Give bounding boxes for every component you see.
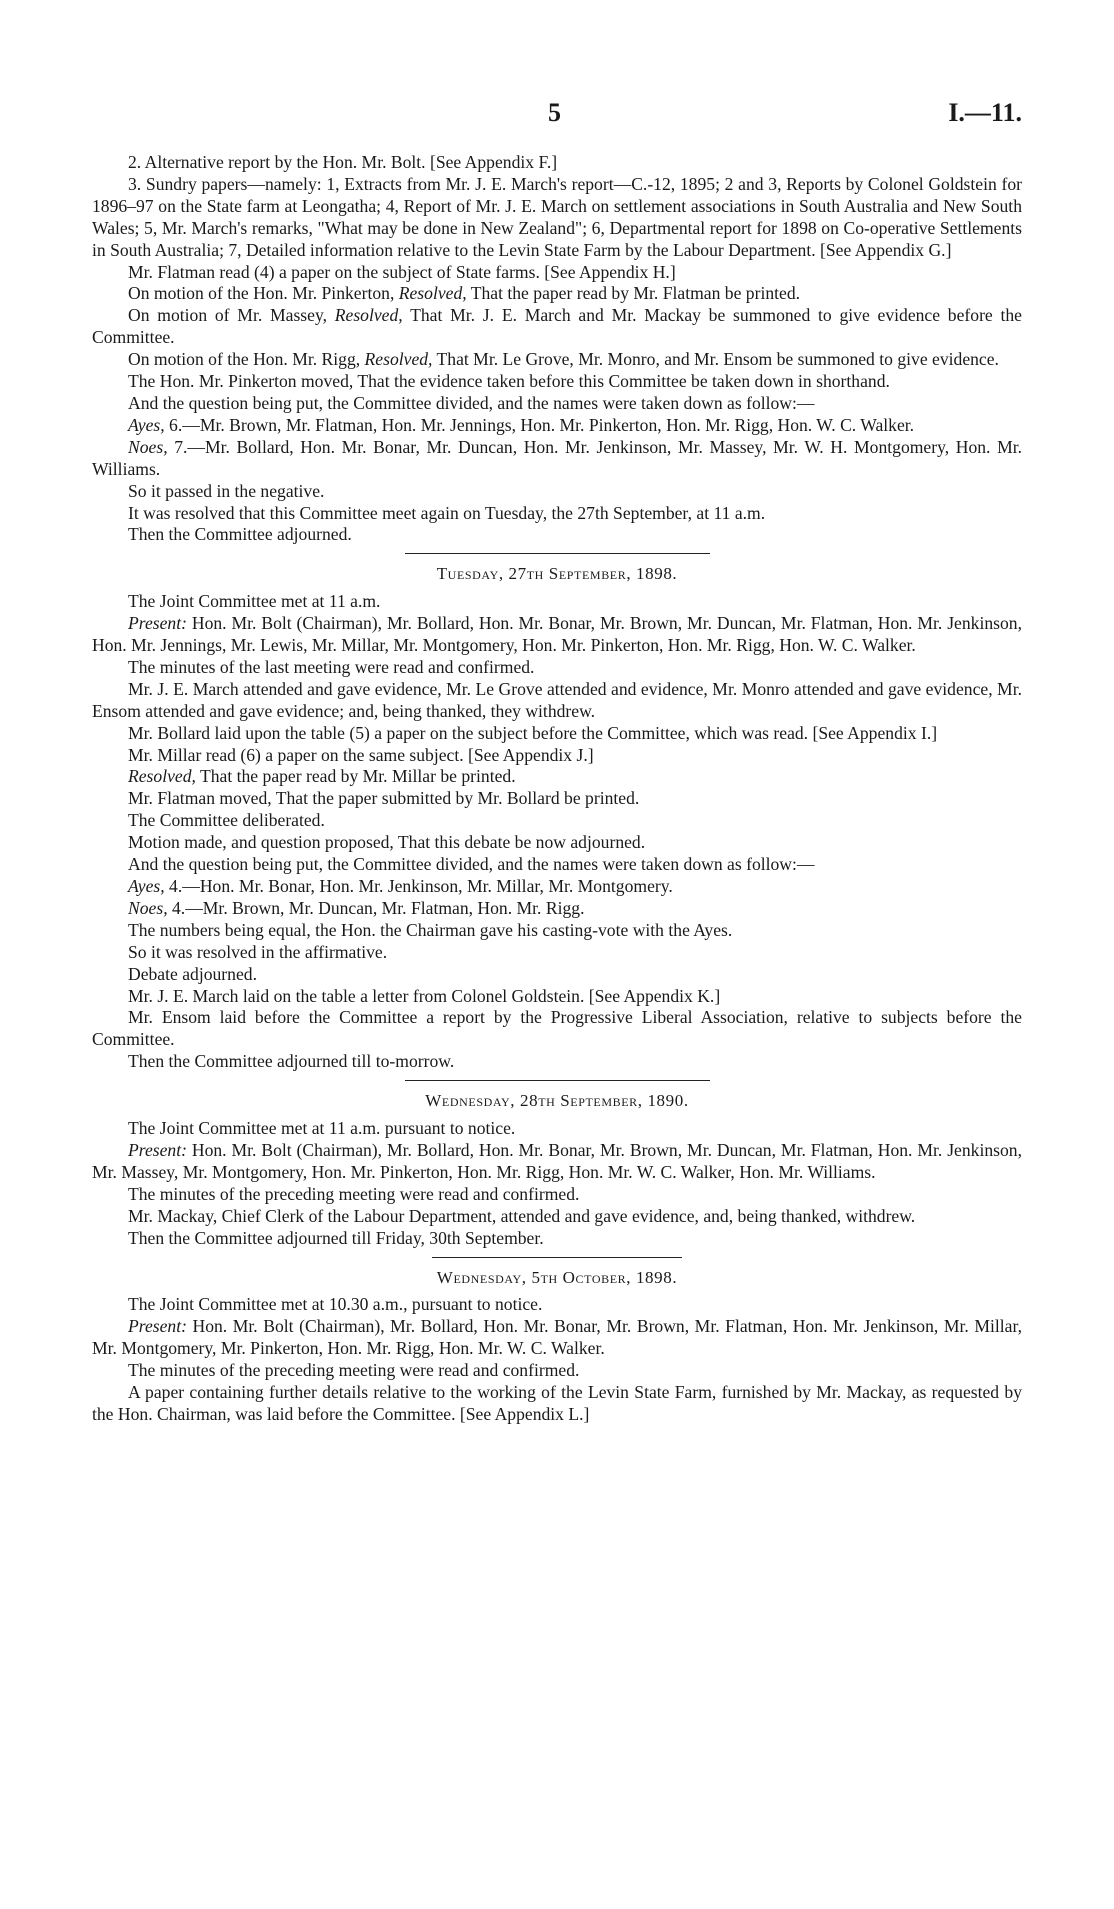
paragraph-text: 6.—Mr. Brown, Mr. Flatman, Hon. Mr. Jennings, Hon. Mr. Pinkerton, Hon. Mr. Rigg, Hon. W. C. Walker. <box>164 414 915 435</box>
italic-term: Ayes, <box>128 876 165 896</box>
minutes-body <box>92 152 1022 1426</box>
page-header <box>0 98 1114 128</box>
minutes-paragraph: Debate adjourned. <box>128 963 257 984</box>
italic-term: Present: <box>128 613 187 634</box>
minutes-paragraph: Mr. J. E. March laid on the table a letter from Colonel Goldstein. [See Appendix K.] <box>128 985 721 1006</box>
minutes-paragraph <box>92 415 1022 437</box>
paragraph-text: Hon. Mr. Bolt (Chairman), Mr. Bollard, Hon. Mr. Bonar, Mr. Brown, Mr. Flatman, Hon. Mr. Jenkinson, Mr. Millar, Mr. Montgomery, Mr. Pinkerton, Hon. Mr. Rigg, Hon. Mr. W. C. Walker. <box>92 1316 1022 1359</box>
section-divider <box>405 553 710 554</box>
minutes-paragraph <box>92 613 1022 657</box>
minutes-paragraph: It was resolved that this Committee meet again on Tuesday, the 27th September, at 11 a.m. <box>128 502 766 523</box>
paragraph-text: That the paper read by Mr. Flatman be printed. <box>466 283 801 304</box>
paragraph-text: 7.—Mr. Bollard, Hon. Mr. Bonar, Mr. Duncan, Hon. Mr. Jenkinson, Mr. Massey, Mr. W. H. Montgomery, Hon. Mr. Williams. <box>92 436 1022 479</box>
minutes-paragraph: The Committee deliberated. <box>128 810 325 831</box>
paragraph-lead-text: On motion of the Hon. Mr. Rigg, <box>128 349 365 370</box>
paragraph-lead-text: On motion of Mr. Massey, <box>128 305 335 326</box>
italic-term: Resolved, <box>128 766 196 787</box>
minutes-paragraph: The minutes of the last meeting were read and confirmed. <box>128 656 535 677</box>
paragraph-text: 4.—Mr. Brown, Mr. Duncan, Mr. Flatman, Hon. Mr. Rigg. <box>167 897 585 918</box>
minutes-paragraph: A paper containing further details relative to the working of the Levin State Farm, furnished by Mr. Mackay, as requested by the Hon. Chairman, was laid before the Committee. [See Appendix L.] <box>92 1382 1022 1424</box>
italic-term: Present: <box>128 1139 187 1160</box>
minutes-paragraph: The numbers being equal, the Hon. the Chairman gave his casting-vote with the Ayes. <box>128 919 733 940</box>
italic-term: Ayes, <box>128 414 165 435</box>
paragraph-text: That Mr. J. E. March and Mr. Mackay be summoned to give evidence before the Committee. <box>92 305 1022 348</box>
minutes-paragraph <box>92 1140 1022 1184</box>
italic-term: Noes, <box>128 436 168 457</box>
meeting-date-heading: Tuesday, 27th September, 1898. <box>436 564 678 584</box>
minutes-paragraph <box>92 1316 1022 1360</box>
meeting-date-heading: Wednesday, 5th October, 1898. <box>436 1267 678 1287</box>
italic-term: Present: <box>128 1316 187 1337</box>
minutes-paragraph: The minutes of the preceding meeting were read and confirmed. <box>128 1183 580 1204</box>
page-number: 5 <box>548 98 561 127</box>
document-reference: I.—11. <box>948 98 1022 127</box>
minutes-paragraph: The minutes of the preceding meeting were read and confirmed. <box>128 1360 580 1381</box>
italic-term: Resolved, <box>334 305 403 326</box>
section-divider <box>432 1257 682 1258</box>
meeting-date-heading: Wednesday, 28th September, 1890. <box>425 1091 689 1111</box>
italic-term: Noes, <box>128 897 168 918</box>
minutes-paragraph: Then the Committee adjourned till to-morrow. <box>128 1051 455 1072</box>
minutes-paragraph: Then the Committee adjourned till Friday, 30th September. <box>128 1227 544 1248</box>
minutes-paragraph <box>92 305 1022 349</box>
paragraph-text: 4.—Hon. Mr. Bonar, Hon. Mr. Jenkinson, Mr. Millar, Mr. Montgomery. <box>164 876 673 896</box>
minutes-paragraph: Mr. Mackay, Chief Clerk of the Labour Department, attended and gave evidence, and, being thanked, withdrew. <box>128 1205 916 1226</box>
minutes-paragraph: 2. Alternative report by the Hon. Mr. Bolt. [See Appendix F.] <box>128 152 558 172</box>
paragraph-text: Hon. Mr. Bolt (Chairman), Mr. Bollard, Hon. Mr. Bonar, Mr. Brown, Mr. Duncan, Mr. Flatman, Hon. Mr. Jenkinson, Hon. Mr. Jennings, Mr. Lewis, Mr. Millar, Mr. Montgomery, Hon. Mr. Pinkerton, Hon. Mr. Rigg, Hon. W. C. Walker. <box>92 613 1022 656</box>
minutes-paragraph: Mr. Bollard laid upon the table (5) a paper on the subject before the Committee, which was read. [See Appendix I.] <box>128 722 938 743</box>
paragraph-text: That Mr. Le Grove, Mr. Monro, and Mr. Ensom be summoned to give evidence. <box>432 349 999 370</box>
minutes-paragraph: And the question being put, the Committee divided, and the names were taken down as follow:— <box>128 392 815 413</box>
minutes-paragraph <box>92 898 1022 920</box>
minutes-paragraph: The Hon. Mr. Pinkerton moved, That the evidence taken before this Committee be taken down in shorthand. <box>128 371 890 392</box>
minutes-paragraph: Mr. Ensom laid before the Committee a report by the Progressive Liberal Association, relative to subjects before the Committee. <box>92 1007 1022 1050</box>
paragraph-lead-text: On motion of the Hon. Mr. Pinkerton, <box>128 283 399 304</box>
minutes-paragraph <box>92 766 1022 788</box>
minutes-paragraph: Then the Committee adjourned. <box>128 524 352 545</box>
minutes-paragraph: Mr. J. E. March attended and gave evidence, Mr. Le Grove attended and evidence, Mr. Monro attended and gave evidence, Mr. Ensom attended and gave evidence; and, being thanked, they withdrew. <box>92 678 1022 721</box>
italic-term: Resolved, <box>398 283 467 304</box>
minutes-paragraph: 3. Sundry papers—namely: 1, Extracts from Mr. J. E. March's report—C.-12, 1895; 2 and 3, Reports by Colonel Goldstein for 1896–97 on the State farm at Leongatha; 4, Report of Mr. J. E. March on settlement associations in South Australia and New South Wales; 5, Mr. March's remarks, "What may be done in New Zealand"; 6, Departmental report for 1898 on Co-operative Settlements in South Australia; 7, Detailed information relative to the Levin State Farm by the Labour Department. [See Appendix G.] <box>92 173 1022 260</box>
section-divider <box>405 1080 710 1081</box>
minutes-paragraph: Mr. Flatman read (4) a paper on the subject of State farms. [See Appendix H.] <box>128 261 676 282</box>
minutes-paragraph <box>92 437 1022 481</box>
minutes-paragraph <box>92 876 1022 898</box>
minutes-paragraph: And the question being put, the Committee divided, and the names were taken down as follow:— <box>128 854 815 875</box>
paragraph-text: Hon. Mr. Bolt (Chairman), Mr. Bollard, Hon. Mr. Bonar, Mr. Brown, Mr. Duncan, Mr. Flatman, Hon. Mr. Jenkinson, Mr. Massey, Mr. Montgomery, Hon. Mr. Pinkerton, Hon. Mr. Rigg, Hon. Mr. W. C. Walker, Hon. Mr. Williams. <box>92 1139 1022 1182</box>
italic-term: Resolved, <box>364 349 433 370</box>
minutes-paragraph: So it passed in the negative. <box>128 480 325 501</box>
minutes-paragraph: Mr. Millar read (6) a paper on the same subject. [See Appendix J.] <box>128 744 594 765</box>
minutes-paragraph: The Joint Committee met at 11 a.m. <box>128 591 381 612</box>
minutes-paragraph <box>92 283 1022 305</box>
minutes-paragraph: The Joint Committee met at 11 a.m. pursuant to notice. <box>128 1118 516 1139</box>
minutes-paragraph: Motion made, and question proposed, That this debate be now adjourned. <box>128 832 646 853</box>
minutes-paragraph: The Joint Committee met at 10.30 a.m., pursuant to notice. <box>128 1294 543 1315</box>
minutes-paragraph <box>92 349 1022 371</box>
paragraph-text: That the paper read by Mr. Millar be printed. <box>195 766 516 787</box>
minutes-paragraph: So it was resolved in the affirmative. <box>128 941 388 962</box>
minutes-paragraph: Mr. Flatman moved, That the paper submitted by Mr. Bollard be printed. <box>128 788 640 809</box>
